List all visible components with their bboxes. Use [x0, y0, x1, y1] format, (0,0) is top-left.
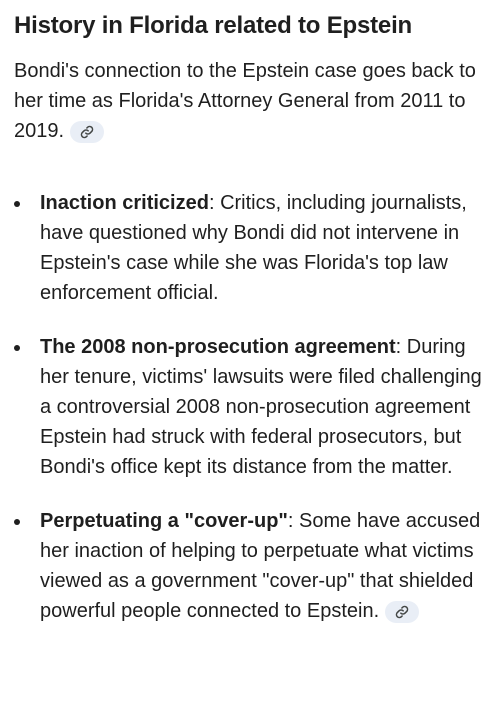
bullet-dot: [14, 201, 20, 207]
bullet-text: Critics, including journalists, have questioned why Bondi did not intervene in Epstein's case while she was Florida's top law enforcement official.: [40, 192, 467, 304]
list-item: [14, 332, 486, 482]
section-heading: History in Florida related to Epstein: [14, 12, 412, 39]
intro-text: Bondi's connection to the Epstein case goes back to her time as Florida's Attorney General from 2011 to 2019.: [14, 60, 476, 142]
link-icon: [80, 125, 94, 139]
bullet-text: Some have accused her inaction of helping to perpetuate what victims viewed as a government "cover-up" that shielded powerful people connected to Epstein.: [40, 510, 481, 622]
bullet-dot: [14, 345, 20, 351]
bullet-separator: :: [395, 336, 407, 358]
bullet-term: Perpetuating a "cover-up": [40, 510, 288, 532]
bullet-list: [14, 188, 486, 626]
intro-paragraph: [14, 56, 486, 146]
source-link-chip[interactable]: [70, 121, 104, 143]
link-icon: [395, 605, 409, 619]
bullet-term: The 2008 non-prosecution agreement: [40, 336, 396, 358]
source-link-chip[interactable]: [385, 601, 419, 623]
list-item: [14, 506, 486, 626]
bullet-separator: :: [208, 192, 221, 214]
bullet-dot: [14, 519, 20, 525]
bullet-text: During her tenure, victims' lawsuits were filed challenging a controversial 2008 non-prosecution agreement Epstein had struck with federal prosecutors, but Bondi's office kept its distance from the matter.: [40, 336, 482, 478]
bullet-term: Inaction criticized: [40, 192, 209, 214]
bullet-separator: :: [287, 510, 300, 532]
list-item: [14, 188, 486, 308]
